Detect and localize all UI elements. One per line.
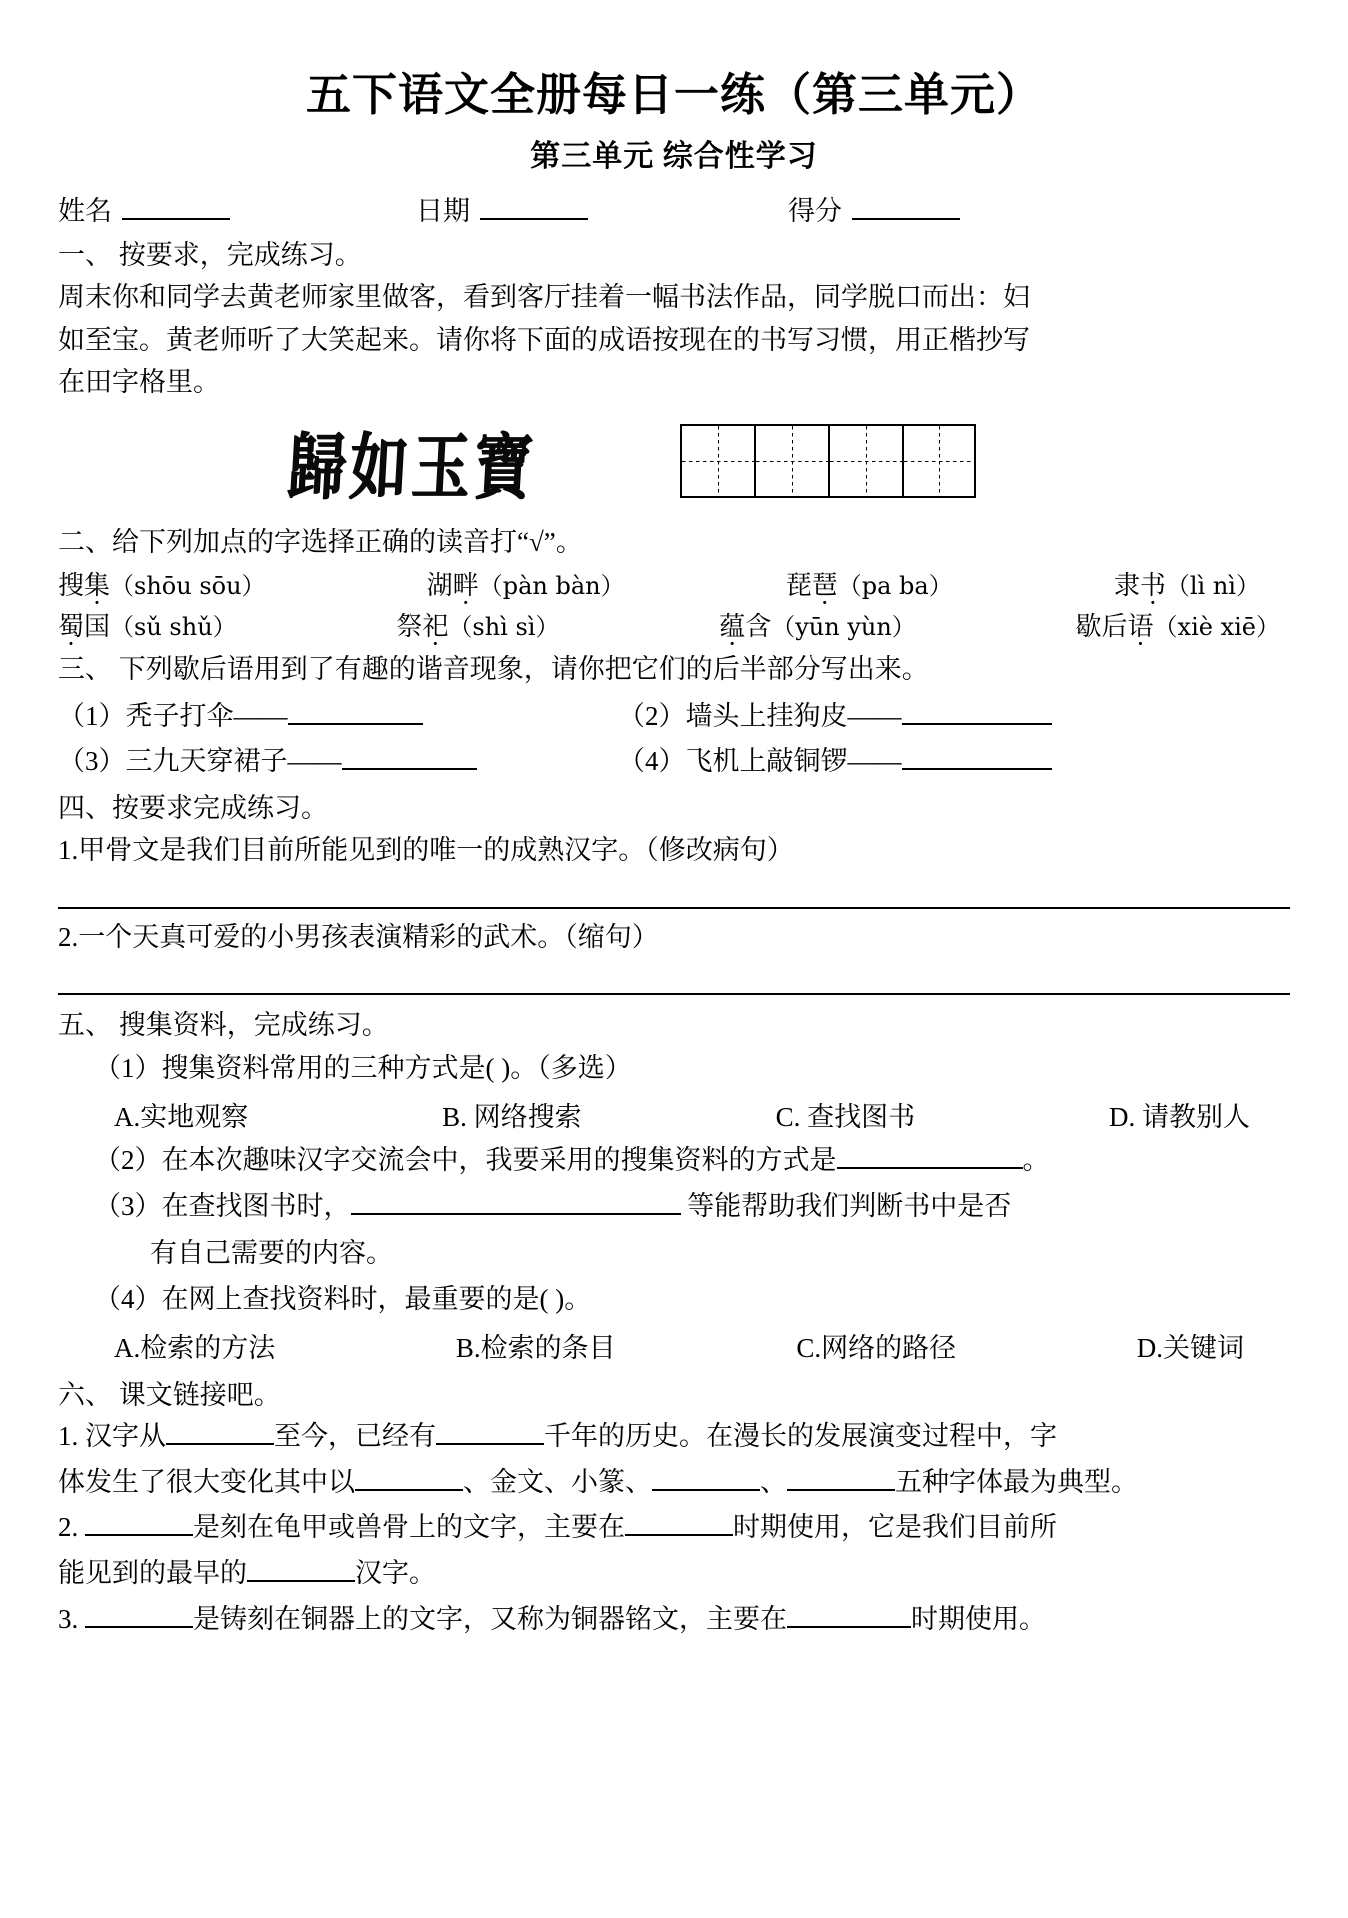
pinyin-item[interactable] [1076, 610, 1281, 644]
xiehouyu-text: （4）飞机上敲铜锣—— [618, 746, 902, 777]
page-title: 五下语文全册每日一练（第三单元） [305, 68, 1042, 121]
word-dotted: 语 [1127, 611, 1154, 641]
section5-question-2 [58, 1140, 1290, 1181]
section5-question-3 [58, 1186, 1290, 1227]
date-input-blank[interactable] [480, 192, 588, 220]
pinyin-item[interactable] [1114, 569, 1260, 603]
section5-heading: 五、 搜集资料，完成练习。 [58, 1010, 389, 1041]
pinyin-item[interactable] [58, 569, 266, 603]
section1-body-line2: 如至宝。黄老师听了大笑起来。请你将下面的成语按现在的书写习惯，用正楷抄写 [58, 324, 1030, 355]
answer-blank[interactable] [355, 1465, 463, 1491]
word-dotted: 集 [84, 570, 111, 600]
section3-row-2 [58, 743, 1290, 781]
section1-heading: 一、 按要求，完成练习。 [58, 240, 362, 270]
answer-blank[interactable] [787, 1465, 895, 1491]
q2-text-a: 2. [58, 1512, 85, 1543]
q1-text-b: 至今，已经有 [274, 1420, 436, 1451]
section2-row-2 [58, 610, 1290, 644]
xiehouyu-item [58, 743, 618, 781]
xiehouyu-text: （3）三九天穿裙子—— [58, 746, 342, 777]
q1-text-a: 1. 汉字从 [58, 1420, 166, 1451]
option-b[interactable]: B.检索的条目 [455, 1332, 616, 1363]
option-c[interactable]: C. 查找图书 [775, 1101, 916, 1132]
pinyin-options[interactable]: （sǔ shǔ） [110, 612, 237, 641]
section5-question-1: （1）搜集资料常用的三种方式是( )。（多选） [94, 1053, 632, 1084]
answer-blank[interactable] [85, 1510, 193, 1536]
score-input-blank[interactable] [852, 192, 960, 220]
section5-q4-options [58, 1326, 1290, 1365]
word-pre: 搜 [58, 570, 85, 600]
q3-text-c: 时期使用。 [911, 1604, 1046, 1635]
answer-blank[interactable] [247, 1556, 355, 1582]
q1-text-c: 千年的历史。在漫长的发展演变过程中，字 [544, 1420, 1057, 1451]
score-field-group [788, 189, 960, 228]
section5-q1-options [58, 1095, 1290, 1134]
option-a[interactable]: A.检索的方法 [114, 1332, 276, 1363]
date-label: 日期 [416, 196, 470, 226]
answer-blank[interactable] [436, 1419, 544, 1445]
section6-question-2 [58, 1507, 1290, 1549]
section6-body [58, 1416, 1290, 1641]
section1-calligraphy-row [58, 409, 1290, 513]
option-d[interactable]: D. 请教别人 [1109, 1101, 1250, 1132]
xiehouyu-text: （1）秃子打伞—— [58, 700, 288, 731]
section1-body-line3: 在田字格里。 [58, 367, 220, 398]
pinyin-item[interactable] [786, 569, 953, 603]
word-post: 含 [745, 611, 772, 641]
section4-answer-line-1[interactable] [58, 877, 1290, 909]
word-pre: 隶 [1113, 570, 1140, 600]
answer-blank[interactable] [902, 744, 1052, 770]
tianzige-grid[interactable] [680, 424, 976, 498]
q1-text-f: 、 [760, 1466, 787, 1497]
answer-blank[interactable] [837, 1143, 1023, 1169]
section6-heading: 六、 课文链接吧。 [58, 1379, 281, 1410]
answer-blank[interactable] [625, 1510, 733, 1536]
xiehouyu-text: （2）墙头上挂狗皮—— [618, 700, 902, 731]
section2-row-1 [58, 569, 1290, 603]
section3-row-1 [58, 698, 1290, 736]
xiehouyu-item [58, 698, 618, 736]
pinyin-item[interactable] [427, 569, 625, 603]
section1-body-line1: 周末你和同学去黄老师家里做客，看到客厅挂着一幅书法作品，同学脱口而出：妇 [58, 282, 1030, 313]
section5-q2-text: （2）在本次趣味汉字交流会中，我要采用的搜集资料的方式是 [94, 1144, 837, 1175]
word-dotted: 蜀 [58, 611, 85, 641]
section4-heading: 四、按要求完成练习。 [58, 793, 328, 824]
q1-text-e: 、金文、小篆、 [463, 1466, 652, 1497]
section5-q2-end: 。 [1022, 1144, 1050, 1175]
word-post: 国 [84, 611, 111, 641]
answer-blank[interactable] [288, 699, 423, 725]
score-label: 得分 [788, 196, 842, 226]
word-dotted: 畔 [452, 570, 479, 600]
word-dotted: 蕴 [719, 611, 746, 641]
name-input-blank[interactable] [122, 192, 230, 220]
answer-blank[interactable] [85, 1602, 193, 1628]
answer-blank[interactable] [342, 744, 477, 770]
section2-heading: 二、给下列加点的字选择正确的读音打“√”。 [58, 526, 583, 557]
section6-question-1 [58, 1416, 1290, 1458]
name-field-group [58, 189, 230, 228]
pinyin-options[interactable]: （xiè xiē） [1153, 612, 1280, 641]
xiehouyu-item [618, 743, 1052, 781]
word-dotted: 琶 [811, 570, 838, 600]
word-dotted: 书 [1139, 570, 1166, 600]
q3-text-b: 是铸刻在铜器上的文字，又称为铜器铭文，主要在 [193, 1604, 787, 1635]
answer-blank[interactable] [166, 1419, 274, 1445]
tianzige-cell[interactable] [902, 424, 976, 498]
answer-blank[interactable] [902, 699, 1052, 725]
pinyin-options[interactable]: （pa ba） [837, 571, 953, 600]
q2-text-d: 能见到的最早的 [58, 1558, 247, 1589]
word-pre: 祭 [396, 611, 423, 641]
section5-question-3-line2: 有自己需要的内容。 [150, 1237, 393, 1268]
tianzige-cell[interactable] [828, 424, 902, 498]
section6-question-3 [58, 1599, 1290, 1641]
option-c[interactable]: C.网络的路径 [796, 1332, 957, 1363]
word-pre: 琵 [785, 570, 812, 600]
q2-text-b: 是刻在龟甲或兽骨上的文字，主要在 [193, 1512, 625, 1543]
word-pre: 湖 [426, 570, 453, 600]
answer-blank[interactable] [787, 1602, 911, 1628]
q1-text-g: 五种字体最为典型。 [895, 1466, 1138, 1497]
answer-blank[interactable] [351, 1189, 681, 1215]
page-subtitle: 第三单元 综合性学习 [530, 140, 818, 173]
pinyin-options[interactable]: （pàn bàn） [478, 571, 625, 600]
calligraphy-image: 歸如玉寶 [285, 424, 539, 510]
q3-text-a: 3. [58, 1604, 85, 1635]
section5-q3-text: （3）在查找图书时， [94, 1191, 351, 1222]
q1-text-d: 体发生了很大变化其中以 [58, 1466, 355, 1497]
pinyin-options[interactable]: （shōu sōu） [110, 571, 266, 600]
pinyin-item[interactable] [719, 610, 916, 644]
word-pre: 歇后 [1075, 611, 1128, 641]
section5-q3-end: 等能帮助我们判断书中是否 [687, 1191, 1012, 1222]
option-b[interactable]: B. 网络搜索 [442, 1101, 582, 1132]
q2-text-c: 时期使用，它是我们目前所 [733, 1512, 1057, 1543]
section3-heading: 三、 下列歇后语用到了有趣的谐音现象，请你把它们的后半部分写出来。 [58, 654, 929, 685]
date-field-group [416, 189, 588, 228]
answer-blank[interactable] [652, 1465, 760, 1491]
pinyin-options[interactable]: （shì sì） [448, 612, 560, 641]
section6-question-2-line2 [58, 1553, 1290, 1595]
pinyin-options[interactable]: （yūn yùn） [771, 612, 916, 641]
section6-question-1-line2 [58, 1462, 1290, 1504]
option-a[interactable]: A.实地观察 [114, 1101, 249, 1132]
word-dotted: 祀 [422, 611, 449, 641]
tianzige-cell[interactable] [754, 424, 828, 498]
option-d[interactable]: D.关键词 [1136, 1332, 1244, 1363]
q2-text-e: 汉字。 [355, 1558, 436, 1589]
student-info-row [58, 189, 1290, 228]
pinyin-options[interactable]: （lì nì） [1165, 571, 1260, 600]
name-label: 姓名 [58, 196, 112, 226]
tianzige-cell[interactable] [680, 424, 754, 498]
section5-question-4: （4）在网上查找资料时，最重要的是( )。 [94, 1284, 592, 1315]
pinyin-item[interactable] [58, 610, 237, 644]
section4-answer-line-2[interactable] [58, 963, 1290, 995]
pinyin-item[interactable] [396, 610, 559, 644]
section4-question-2: 2.一个天真可爱的小男孩表演精彩的武术。（缩句） [58, 921, 659, 952]
section4-question-1: 1.甲骨文是我们目前所能见到的唯一的成熟汉字。（修改病句） [58, 835, 794, 866]
xiehouyu-item [618, 698, 1052, 736]
